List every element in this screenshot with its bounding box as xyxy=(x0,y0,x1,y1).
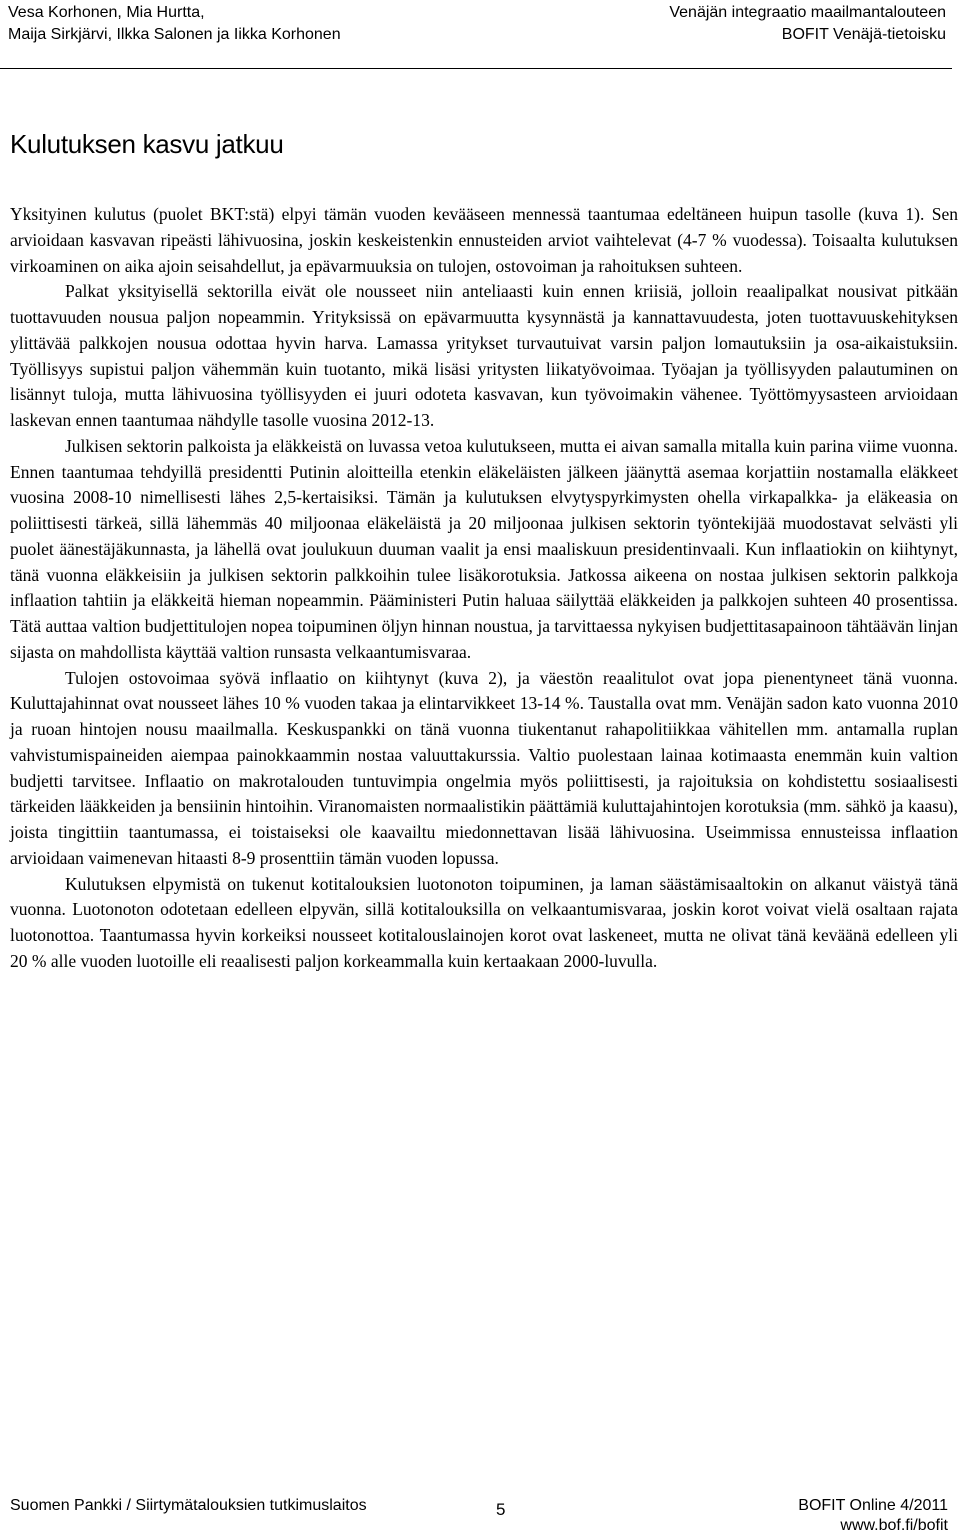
header-authors-line2: Maija Sirkjärvi, Ilkka Salonen ja Iikka Korhonen xyxy=(8,26,341,43)
header-divider xyxy=(0,68,952,69)
footer-publication xyxy=(798,1496,948,1536)
paragraph-4: Tulojen ostovoimaa syövä inflaatio on kiihtynyt (kuva 2), ja väestön reaalitulot ovat jopa pienentyneet tänä vuonna. Kuluttajahinnat ovat nousseet lähes 10 % vuoden takaa ja elintarvikkeet 13-14 %. Taustalla ovat mm. Venäjän sadon kato vuonna 2010 ja ruoan hintojen nousu maailmalla. Keskuspankki on tänä vuonna tiukentanut rahapolitiikkaa vähitellen mm. antamalla ruplan vahvistumispaineiden aiempaa painokkaammin nostaa valuuttakurssia. Valtio puolestaan lainaa kotimaasta enemmän kuin valtion budjetti tarvitsee. Inflaatio on makrotalouden tuntuvimpia ongelmia myös poliittisesti, ja rajoituksia on kohdistettu sosiaalisesti tärkeiden lääkkeiden ja bensiinin hintoihin. Viranomaisten normaalistikin päättämiä kuluttajahintojen korotuksia (mm. sähkö ja kaasu), joista tingittiin taantumassa, ei toistaiseksi ole kaavailtu miedonnettavan lisää lähivuosina. Useimmissa ennusteissa inflaation arvioidaan vaimenevan hitaasti 8-9 prosenttiin tämän vuoden lopussa. xyxy=(10,667,958,868)
header-authors xyxy=(8,2,341,46)
footer-publication-issue: BOFIT Online 4/2011 xyxy=(798,1497,948,1514)
header-authors-line1: Vesa Korhonen, Mia Hurtta, xyxy=(8,4,205,21)
paragraph-5: Kulutuksen elpymistä on tukenut kotitalouksien luotonoton toipuminen, ja laman säästämisaaltokin on alkanut väistyä tänä vuonna. Luotonoton odotetaan edelleen elpyvän, sillä kotitalouksilla on velkaantumisvaraa, joskin korot voivat vielä osaltaan rajata luotonottoa. Taantumassa hyvin korkeiksi nousseet kotitalouslainojen korot ovat laskeneet, mutta ne olivat tänä keväänä edelleen yli 20 % alle vuoden luotoille eli reaalisesti paljon korkeammalla kuin kertaakaan 2000-luvulla. xyxy=(10,873,958,971)
paragraph-2: Palkat yksityisellä sektorilla eivät ole nousseet niin anteliaasti kuin ennen kriisiä, jolloin reaalipalkat nousivat pitkään tuottavuuden nousua paljon nopeammin. Yrityksissä on epävarmuutta kysynnästä ja kannattavuudesta, joten tuottavuuskehityksen ylittävää palkkojen nousua odottaa hyvin harva. Lamassa yritykset turvautuivat varsin paljon lomautuksiin ja osa-aikaistuksiin. Työllisyys supistui paljon vähemmän kuin tuotanto, mikä lisäsi yritysten liikatyövoimaa. Työajan ja työllisyyden palautuminen on lisännyt tuloja, mutta lähivuosina työllisyyden ei juuri odoteta kasvavan, kun työvoimakin vähenee. Työttömyysasteen arvioidaan laskevan ennen taantumaa nähdylle tasolle vuosina 2012-13. xyxy=(10,281,958,430)
paragraph-1: Yksityinen kulutus (puolet BKT:stä) elpyi tämän vuoden kevääseen mennessä taantumaa edeltäneen huipun tasolle (kuva 1). Sen arvioidaan kasvavan ripeästi lähivuosina, joskin keskeistenkin ennusteiden arviot vaihtelevat (4-7 % vuodessa). Toisaalta kulutuksen virkoaminen on aika ajoin seisahdellut, ja epävarmuuksia on tulojen, ostovoiman ja rahoituksen suhteen. xyxy=(10,204,958,276)
header-title-line2: BOFIT Venäjä-tietoisku xyxy=(781,26,946,43)
page-header xyxy=(0,0,960,72)
footer-publisher: Suomen Pankki / Siirtymätalouksien tutkimuslaitos xyxy=(10,1497,367,1514)
footer-page-number: 5 xyxy=(496,1500,506,1519)
header-title-line1: Venäjän integraatio maailmantalouteen xyxy=(669,4,946,21)
header-publication-title xyxy=(669,2,946,46)
paragraph-3: Julkisen sektorin palkoista ja eläkkeistä on luvassa vetoa kulutukseen, mutta ei aivan samalla mitalla kuin parina viime vuonna. Ennen taantumaa tehdyillä presidentti Putinin aloitteilla etenkin eläkeläisten jälkeen jäänyttä asemaa korjattiin nostamalla eläkkeet vuosina 2008-10 nimellisesti lähes 2,5-kertaisiksi. Tämän ja kulutuksen elvytyspyrkimysten ohella virkapalkka- ja eläkeasia on poliittisesti tärkeä, sillä lähemmäs 40 miljoonaa eläkeläistä ja 20 miljoonaa julkisen sektorin työntekijää muodostavat selvästi yli puolet äänestäjäkunnasta, ja lähellä ovat joulukuun duuman vaalit ja ensi maaliskuun presidentinvaali. Kun inflaatiokin on kiihtynyt, tänä vuonna eläkkeisiin ja julkisen sektorin palkkoihin tulee lisäkorotuksia. Jatkossa aikeena on nostaa julkisen sektorin palkkoja inflaation tahtiin ja eläkkeitä hieman nopeammin. Pääministeri Putin haluaa säilyttää eläkkeiden ja palkkojen suhteen 40 prosentissa. Tätä auttaa valtion budjettitulojen nopea toipuminen öljyn hinnan noustua, ja tarvittaessa nykyisen budjettitasapainoon tähtäävän linjan sijasta on mahdollista käyttää valtion runsasta velkaantumisvaraa. xyxy=(10,435,958,662)
page-footer xyxy=(0,1496,960,1534)
section-title: Kulutuksen kasvu jatkuu xyxy=(10,129,284,159)
footer-url: www.bof.fi/bofit xyxy=(840,1517,948,1534)
article-body xyxy=(10,126,958,975)
